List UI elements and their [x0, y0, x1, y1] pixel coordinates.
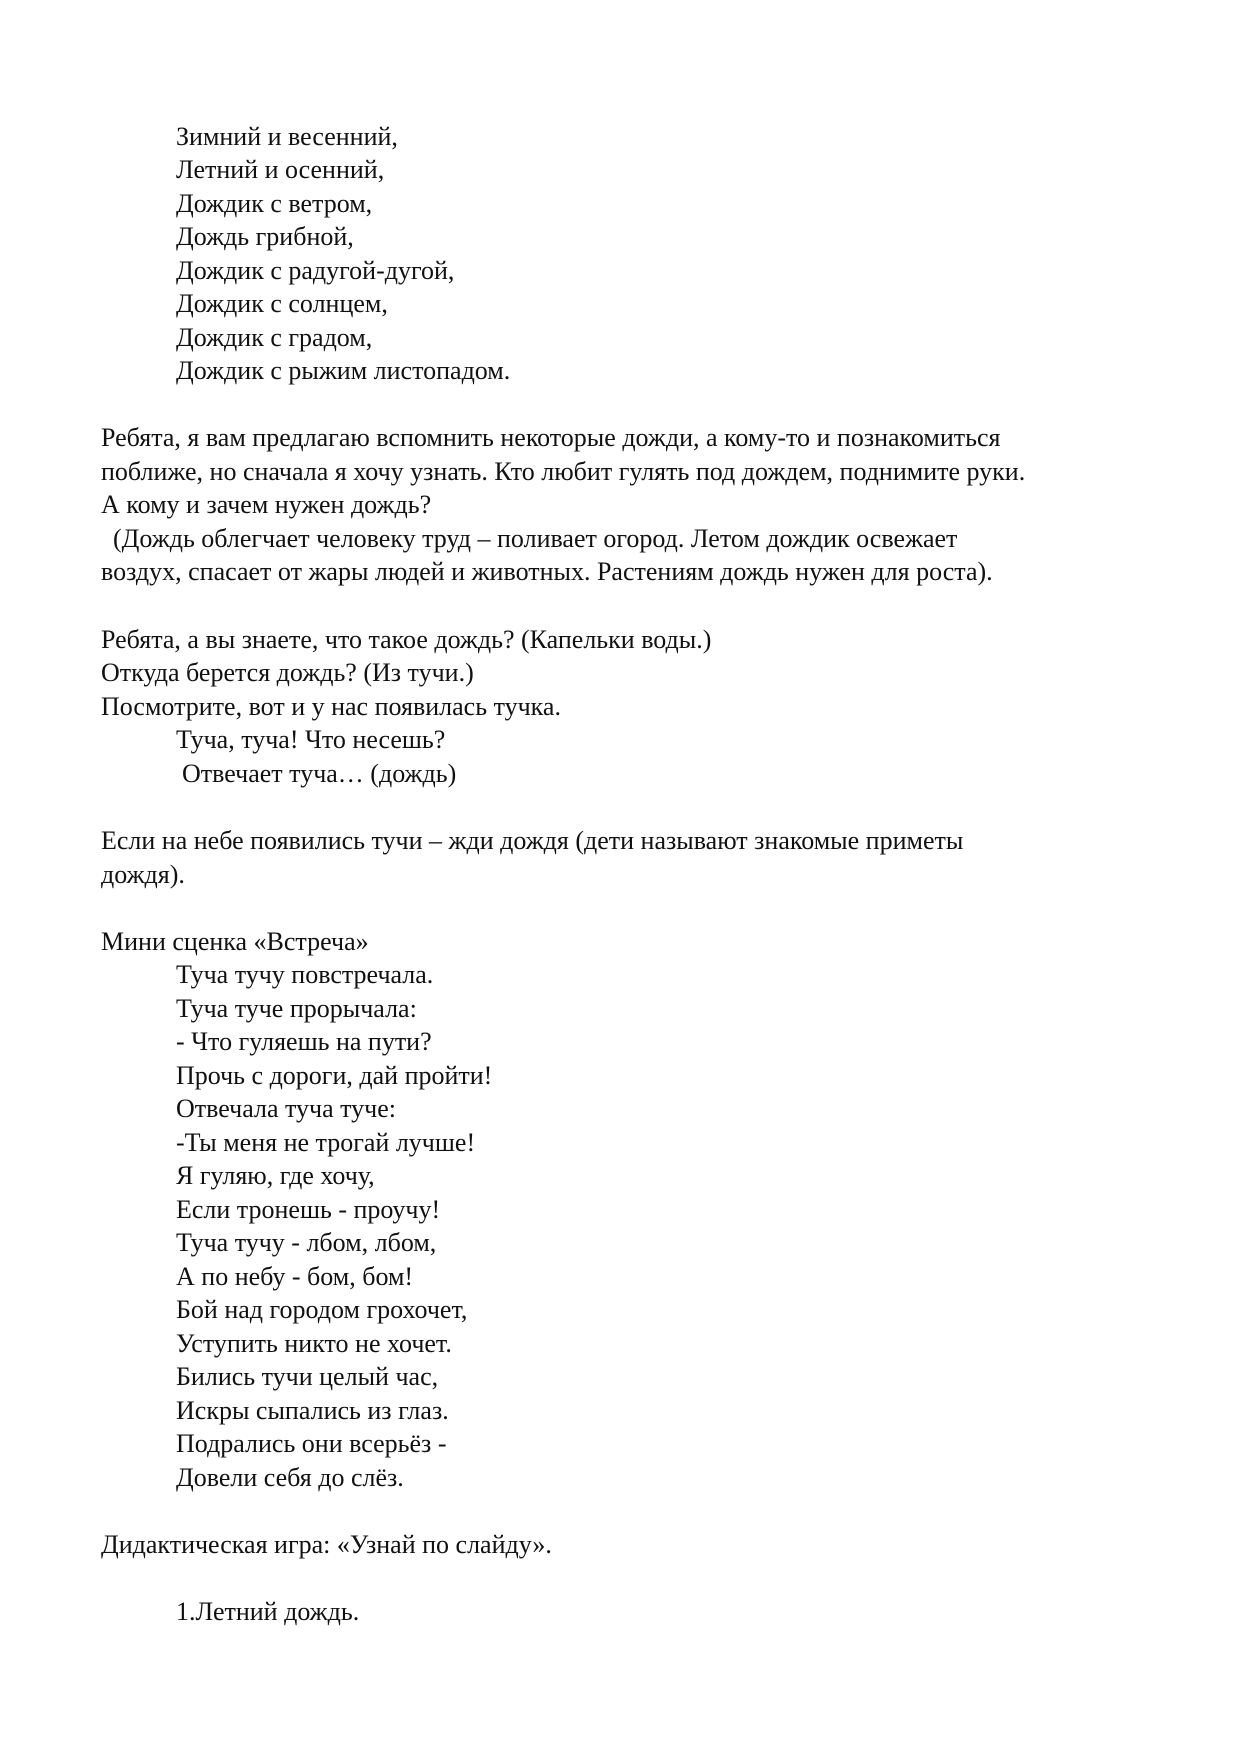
poem-line: Дождь грибной,: [176, 222, 354, 251]
poem-line: Уступить никто не хочет.: [176, 1329, 452, 1358]
paragraph-line: воздух, спасает от жары людей и животных. Растениям дождь нужен для роста).: [101, 557, 993, 586]
game-list-item: 1.Летний дождь.: [176, 1597, 360, 1626]
paragraph-line: Если на небе появились тучи – жди дождя (дети называют знакомые приметы: [101, 826, 964, 855]
paragraph-line: Откуда берется дождь? (Из тучи.): [101, 658, 474, 687]
riddle-line: Отвечает туча… (дождь): [182, 759, 457, 788]
poem-line: Туча туче прорычала:: [176, 994, 417, 1023]
poem-line: Дождик с солнцем,: [176, 289, 388, 318]
poem-line: Туча тучу повстречала.: [176, 960, 434, 989]
paragraph-line: Посмотрите, вот и у нас появилась тучка.: [101, 692, 561, 721]
poem-line: Дождик с рыжим листопадом.: [176, 356, 511, 385]
poem-line: Зимний и весенний,: [176, 122, 398, 151]
poem-line: Летний и осенний,: [176, 155, 385, 184]
poem-line: Довели себя до слёз.: [176, 1463, 404, 1492]
poem-line: Туча тучу - лбом, лбом,: [176, 1228, 437, 1257]
poem-line: Искры сыпались из глаз.: [176, 1396, 449, 1425]
poem-line: Дождик с радугой-дугой,: [176, 256, 455, 285]
poem-line: -Ты меня не трогай лучше!: [176, 1128, 476, 1157]
paragraph-line: Ребята, я вам предлагаю вспомнить некоторые дожди, а кому-то и познакомиться: [101, 423, 1001, 452]
poem-line: Прочь с дороги, дай пройти!: [176, 1061, 493, 1090]
paragraph-line: Ребята, а вы знаете, что такое дождь? (Капельки воды.): [101, 625, 712, 654]
poem-line: Если тронешь - проучу!: [176, 1195, 441, 1224]
poem-line: Дождик с градом,: [176, 323, 373, 352]
riddle-line: Туча, туча! Что несешь?: [176, 725, 446, 754]
paragraph-line: А кому и зачем нужен дождь?: [101, 490, 432, 519]
poem-line: Отвечала туча туче:: [176, 1094, 397, 1123]
poem-line: А по небу - бом, бом!: [176, 1262, 414, 1291]
poem-line: Подрались они всерьёз -: [176, 1429, 447, 1458]
paragraph-line: поближе, но сначала я хочу узнать. Кто любит гулять под дождем, поднимите руки.: [101, 457, 1026, 486]
poem-line: Бой над городом грохочет,: [176, 1295, 468, 1324]
poem-line: Я гуляю, где хочу,: [176, 1161, 375, 1190]
poem-line: Бились тучи целый час,: [176, 1362, 439, 1391]
scene-title: Мини сценка «Встреча»: [101, 927, 369, 956]
poem-line: Дождик с ветром,: [176, 189, 373, 218]
game-title: Дидактическая игра: «Узнай по слайду».: [101, 1530, 552, 1559]
paragraph-line: дождя).: [101, 860, 185, 889]
poem-line: - Что гуляешь на пути?: [176, 1027, 432, 1056]
paragraph-line: (Дождь облегчает человеку труд – поливает огород. Летом дождик освежает: [113, 524, 958, 553]
